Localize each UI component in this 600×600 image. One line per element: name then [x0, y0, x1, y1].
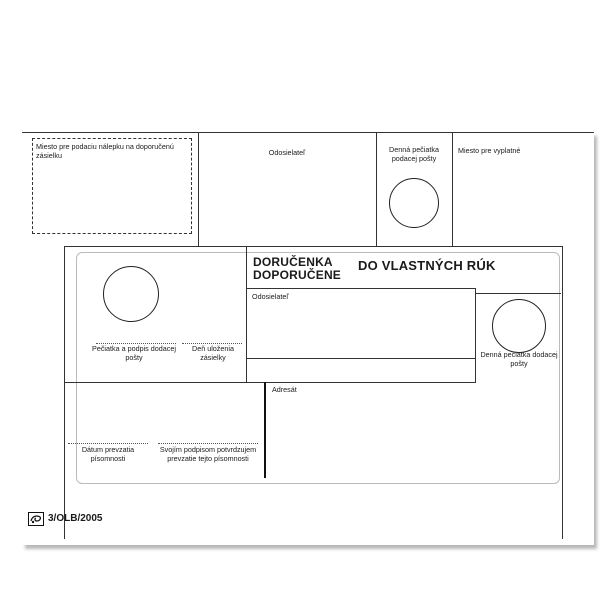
delivery-stamp-label: Pečiatka a podpis dodacej pošty: [92, 344, 176, 362]
dotted-line: [68, 443, 148, 444]
form-code: 3/OLB/2005: [48, 513, 103, 524]
top-border: [22, 132, 594, 133]
divider: [64, 382, 476, 383]
title-line2: DOPORUČENE: [253, 268, 342, 282]
title-line1: DORUČENKA: [253, 255, 333, 269]
divider: [452, 132, 453, 246]
receipt-date-label: Dátum prevzatia písomnosti: [81, 445, 135, 463]
sticker-label: Miesto pre podaciu nálepku na doporučenú zásielku: [36, 142, 174, 160]
dotted-line: [158, 443, 258, 444]
signature-label: Svojím podpisom potvrdzujem prevzatie tejto písomnosti: [159, 445, 257, 463]
divider: [246, 358, 476, 359]
divider: [246, 288, 476, 289]
divider: [475, 288, 476, 382]
top-sender-label: Odosielateľ: [268, 148, 306, 157]
service-type: DO VLASTNÝCH RÚK: [358, 258, 496, 273]
top-stamp-label: Denná pečiatka podacej pošty: [389, 145, 439, 163]
daily-stamp-label: Denná pečiatka dodacej pošty: [480, 350, 558, 368]
divider: [475, 293, 561, 294]
addressee-label: Adresát: [272, 385, 297, 394]
delivery-receipt-form: [22, 132, 594, 545]
payment-label: Miesto pre vyplatné: [458, 146, 521, 155]
stamp-circle: [389, 178, 439, 228]
post-horn-logo-icon: [28, 512, 44, 526]
divider: [246, 246, 247, 382]
daily-stamp-circle: [492, 299, 546, 353]
sender-label: Odosielateľ: [252, 292, 289, 301]
delivery-stamp-circle: [103, 266, 159, 322]
divider: [264, 382, 266, 478]
stored-day-label: Deň uloženia zásielky: [192, 344, 234, 362]
